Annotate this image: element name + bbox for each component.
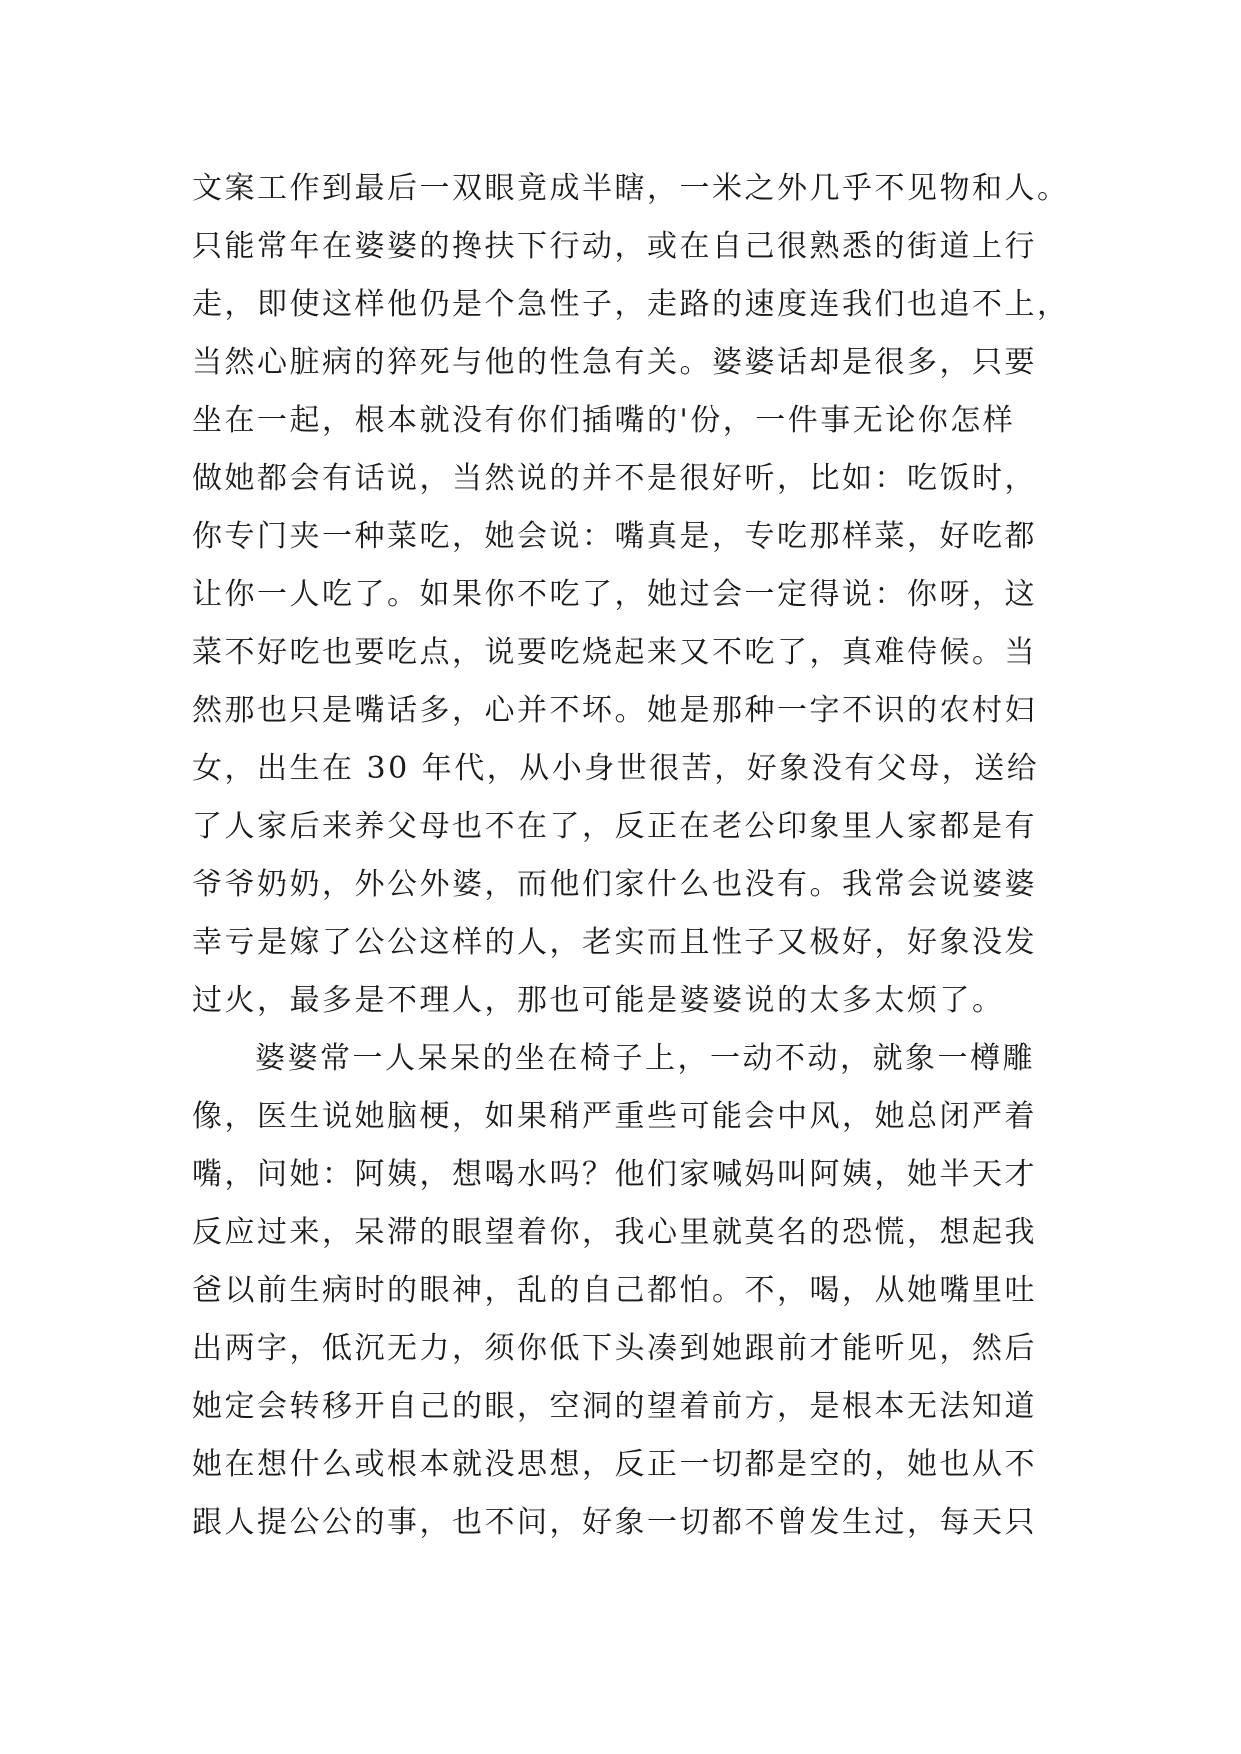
text-line: 跟人提公公的事，也不问，好象一切都不曾发生过，每天只 — [192, 1505, 1037, 1540]
text-line: 她定会转移开自己的眼，空洞的望着前方，是根本无法知道 — [192, 1389, 1037, 1424]
text-line: 了人家后来养父母也不在了，反正在老公印象里人家都是有 — [192, 809, 1037, 844]
text-line: 女，出生在 30 年代，从小身世很苦，好象没有父母，送给 — [192, 751, 1040, 786]
body-text — [192, 160, 1092, 1552]
text-line: 你专门夹一种菜吃，她会说：嘴真是，专吃那样菜，好吃都 — [192, 519, 1037, 554]
text-line: 只能常年在婆婆的搀扶下行动，或在自己很熟悉的街道上行 — [192, 229, 1037, 264]
text-line: 文案工作到最后一双眼竟成半瞎，一米之外几乎不见物和人。 — [192, 171, 1070, 206]
text-line: 嘴，问她：阿姨，想喝水吗？他们家喊妈叫阿姨，她半天才 — [192, 1157, 1037, 1192]
text-line: 过火，最多是不理人，那也可能是婆婆说的太多太烦了。 — [192, 983, 1005, 1018]
text-line: 坐在一起，根本就没有你们插嘴的'份，一件事无论你怎样 — [192, 403, 1016, 438]
text-line: 让你一人吃了。如果你不吃了，她过会一定得说：你呀，这 — [192, 577, 1037, 612]
text-line: 当然心脏病的猝死与他的性急有关。婆婆话却是很多，只要 — [192, 345, 1037, 380]
text-line: 幸亏是嫁了公公这样的人，老实而且性子又极好，好象没发 — [192, 925, 1037, 960]
paragraph-first-line: 婆婆常一人呆呆的坐在椅子上，一动不动，就象一樽雕 — [255, 1041, 1035, 1076]
text-line: 出两字，低沉无力，须你低下头凑到她跟前才能听见，然后 — [192, 1331, 1037, 1366]
text-line: 像，医生说她脑梗，如果稍严重些可能会中风，她总闭严着 — [192, 1099, 1037, 1134]
text-line: 走，即使这样他仍是个急性子，走路的速度连我们也追不上， — [192, 287, 1070, 322]
text-line: 然那也只是嘴话多，心并不坏。她是那种一字不识的农村妇 — [192, 693, 1037, 728]
text-line: 做她都会有话说，当然说的并不是很好听，比如：吃饭时， — [192, 461, 1037, 496]
text-line: 反应过来，呆滞的眼望着你，我心里就莫名的恐慌，想起我 — [192, 1215, 1037, 1250]
text-line: 爸以前生病时的眼神，乱的自己都怕。不，喝，从她嘴里吐 — [192, 1273, 1037, 1308]
text-line: 爷爷奶奶，外公外婆，而他们家什么也没有。我常会说婆婆 — [192, 867, 1037, 902]
text-line: 她在想什么或根本就没思想，反正一切都是空的，她也从不 — [192, 1447, 1037, 1482]
text-line: 菜不好吃也要吃点，说要吃烧起来又不吃了，真难侍候。当 — [192, 635, 1037, 670]
